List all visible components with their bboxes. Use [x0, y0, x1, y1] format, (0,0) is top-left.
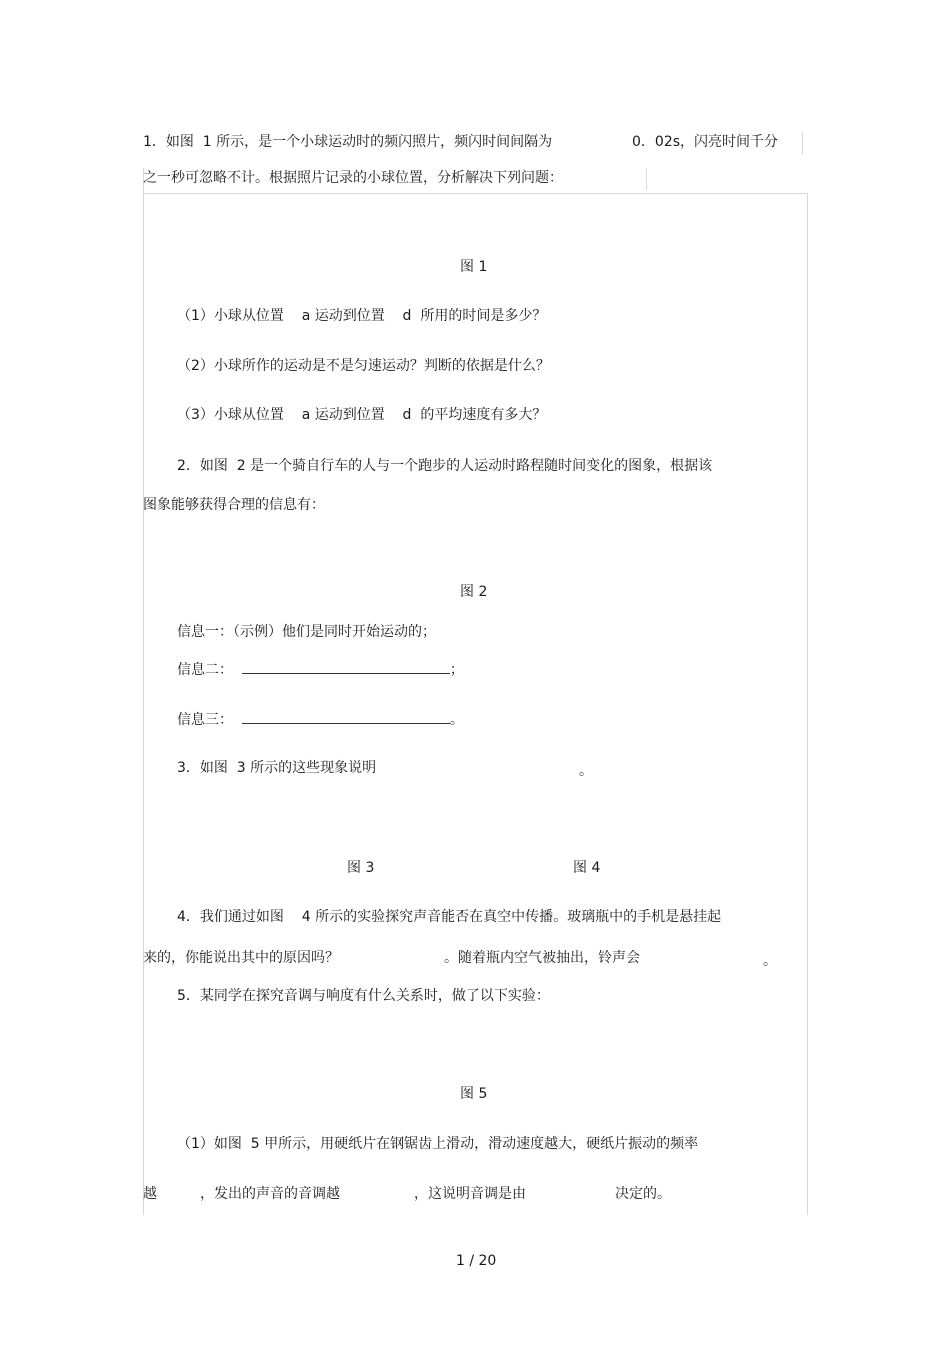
q5-sub1b-d: 决定的。	[615, 1186, 671, 1202]
info2-end: ；	[449, 662, 464, 678]
page-number: 1 / 20	[456, 1253, 497, 1269]
q1-line1b: 0．02s，闪亮时间千分	[632, 134, 779, 150]
q1-line2: 之一秒可忽略不计。根据照片记录的小球位置，分析解决下列问题：	[143, 170, 563, 186]
q5-sub1b-c: ，这说明音调是由	[414, 1186, 526, 1202]
info2-blank[interactable]	[242, 659, 450, 674]
figure-4-caption: 图 4	[573, 860, 601, 876]
figure-3-caption: 图 3	[347, 860, 375, 876]
q3-line1: 3．如图 3 所示的这些现象说明	[177, 760, 377, 776]
q2-info2	[177, 659, 464, 679]
q5-sub1b-b: ，发出的声音的音调越	[200, 1186, 340, 1202]
frame-mid	[646, 168, 647, 190]
q4-line2b: 。随着瓶内空气被抽出，铃声会	[444, 950, 640, 966]
figure-1-caption: 图 1	[460, 259, 488, 275]
info3-label: 信息三：	[177, 712, 233, 728]
q1-sub3: （3）小球从位置 a 运动到位置 d 的平均速度有多大？	[177, 407, 547, 423]
q2-line2: 图象能够获得合理的信息有：	[143, 497, 325, 513]
q2-info3	[177, 709, 464, 729]
q5-sub1b-a: 越	[143, 1186, 157, 1202]
q1-line1a: 1．如图 1 所示，是一个小球运动时的频闪照片，频闪时间间隔为	[143, 134, 553, 150]
q5-line1: 5．某同学在探究音调与响度有什么关系时，做了以下实验：	[177, 988, 550, 1004]
figure-5-caption: 图 5	[460, 1086, 488, 1102]
q2-line1: 2．如图 2 是一个骑自行车的人与一个跑步的人运动时路程随时间变化的图象，根据该	[177, 458, 713, 474]
info3-end: 。	[449, 712, 464, 728]
q2-info1: 信息一：（示例）他们是同时开始运动的；	[177, 624, 436, 640]
q1-sub1: （1）小球从位置 a 运动到位置 d 所用的时间是多少？	[177, 308, 547, 324]
frame-left	[143, 168, 144, 1215]
q4-line2c: 。	[763, 953, 777, 969]
q3-end: 。	[579, 763, 593, 779]
q4-line1: 4．我们通过如图 4 所示的实验探究声音能否在真空中传播。玻璃瓶中的手机是悬挂起	[177, 909, 722, 925]
info2-label: 信息二：	[177, 662, 233, 678]
figure-2-caption: 图 2	[460, 584, 488, 600]
frame-top-short	[143, 193, 808, 194]
q1-sub2: （2）小球所作的运动是不是匀速运动？判断的依据是什么？	[177, 358, 550, 374]
q4-line2a: 来的，你能说出其中的原因吗？	[143, 950, 339, 966]
q5-sub1: （1）如图 5 甲所示，用硬纸片在钢锯齿上滑动，滑动速度越大，硬纸片振动的频率	[177, 1136, 699, 1152]
info3-blank[interactable]	[242, 709, 450, 724]
frame-right-top	[802, 132, 803, 154]
frame-right	[807, 193, 808, 1215]
